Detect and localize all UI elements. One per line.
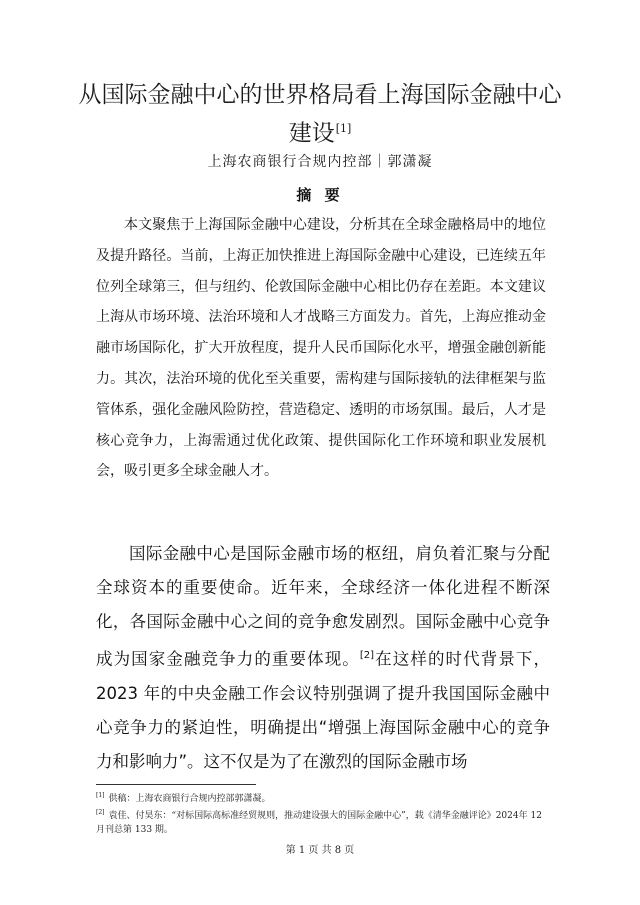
page-number: 第 1 页 共 8 页 (285, 845, 355, 856)
body-paragraph (96, 537, 550, 779)
footnote-mark: [1] (96, 792, 105, 799)
footnote-mark: [2] (96, 809, 105, 816)
document-title (70, 78, 570, 151)
footnote-2 (96, 806, 550, 837)
title-text: 从国际金融中心的世界格局看上海国际金融中心建设 (78, 82, 562, 147)
body-text-part2: 在这样的时代背景下，2023 年的中央金融工作会议特别强调了提升我国国际金融中心竞争力的紧迫性，明确提出“增强上海国际金融中心的竞争力和影响力”。这不仅是为了在激烈的国际金融市场 (96, 649, 551, 771)
footnotes (96, 789, 550, 837)
footnote-divider (96, 784, 256, 785)
footnote-1 (96, 789, 550, 806)
abstract-paragraph: 本文聚焦于上海国际金融中心建设，分析其在全球金融格局中的地位及提升路径。当前，上海正加快推进上海国际金融中心建设，已连续五年位列全球第三，但与纽约、伦敦国际金融中心相比仍存在差距。本文建议上海从市场环境、法治环境和人才战略三方面发力。首先，上海应推动金融市场国际化，扩大开放程度，提升人民币国际化水平，增强金融创新能力。其次，法治环境的优化至关重要，需构建与国际接轨的法律框架与监管体系，强化金融风险防控，营造稳定、透明的市场氛围。最后，人才是核心竞争力，上海需通过优化政策、提供国际化工作环境和职业发展机会，吸引更多全球金融人才。 (96, 217, 546, 480)
body-footnote-ref[interactable]: [2] (359, 650, 375, 661)
body-text-part1: 国际金融中心是国际金融市场的枢纽，肩负着汇聚与分配全球资本的重要使命。近年来，全球经济一体化进程不断深化，各国际金融中心之间的竞争愈发剧烈。国际金融中心竞争成为国家金融竞争力的重要体现。 (96, 544, 550, 669)
title-footnote-ref[interactable]: [1] (335, 122, 352, 135)
author-line: 上海农商银行合规内控部｜郭潇凝 (207, 154, 433, 170)
abstract-heading: 摘 要 (296, 186, 344, 204)
footnote-text: 供稿：上海农商银行合规内控部郭潇凝。 (108, 794, 271, 804)
footnote-text: 袁佳、付昊东：“对标国际高标准经贸规则，推动建设强大的国际金融中心”，载《清华金融评论》2024年 12 月刊总第 133 期。 (96, 811, 542, 835)
